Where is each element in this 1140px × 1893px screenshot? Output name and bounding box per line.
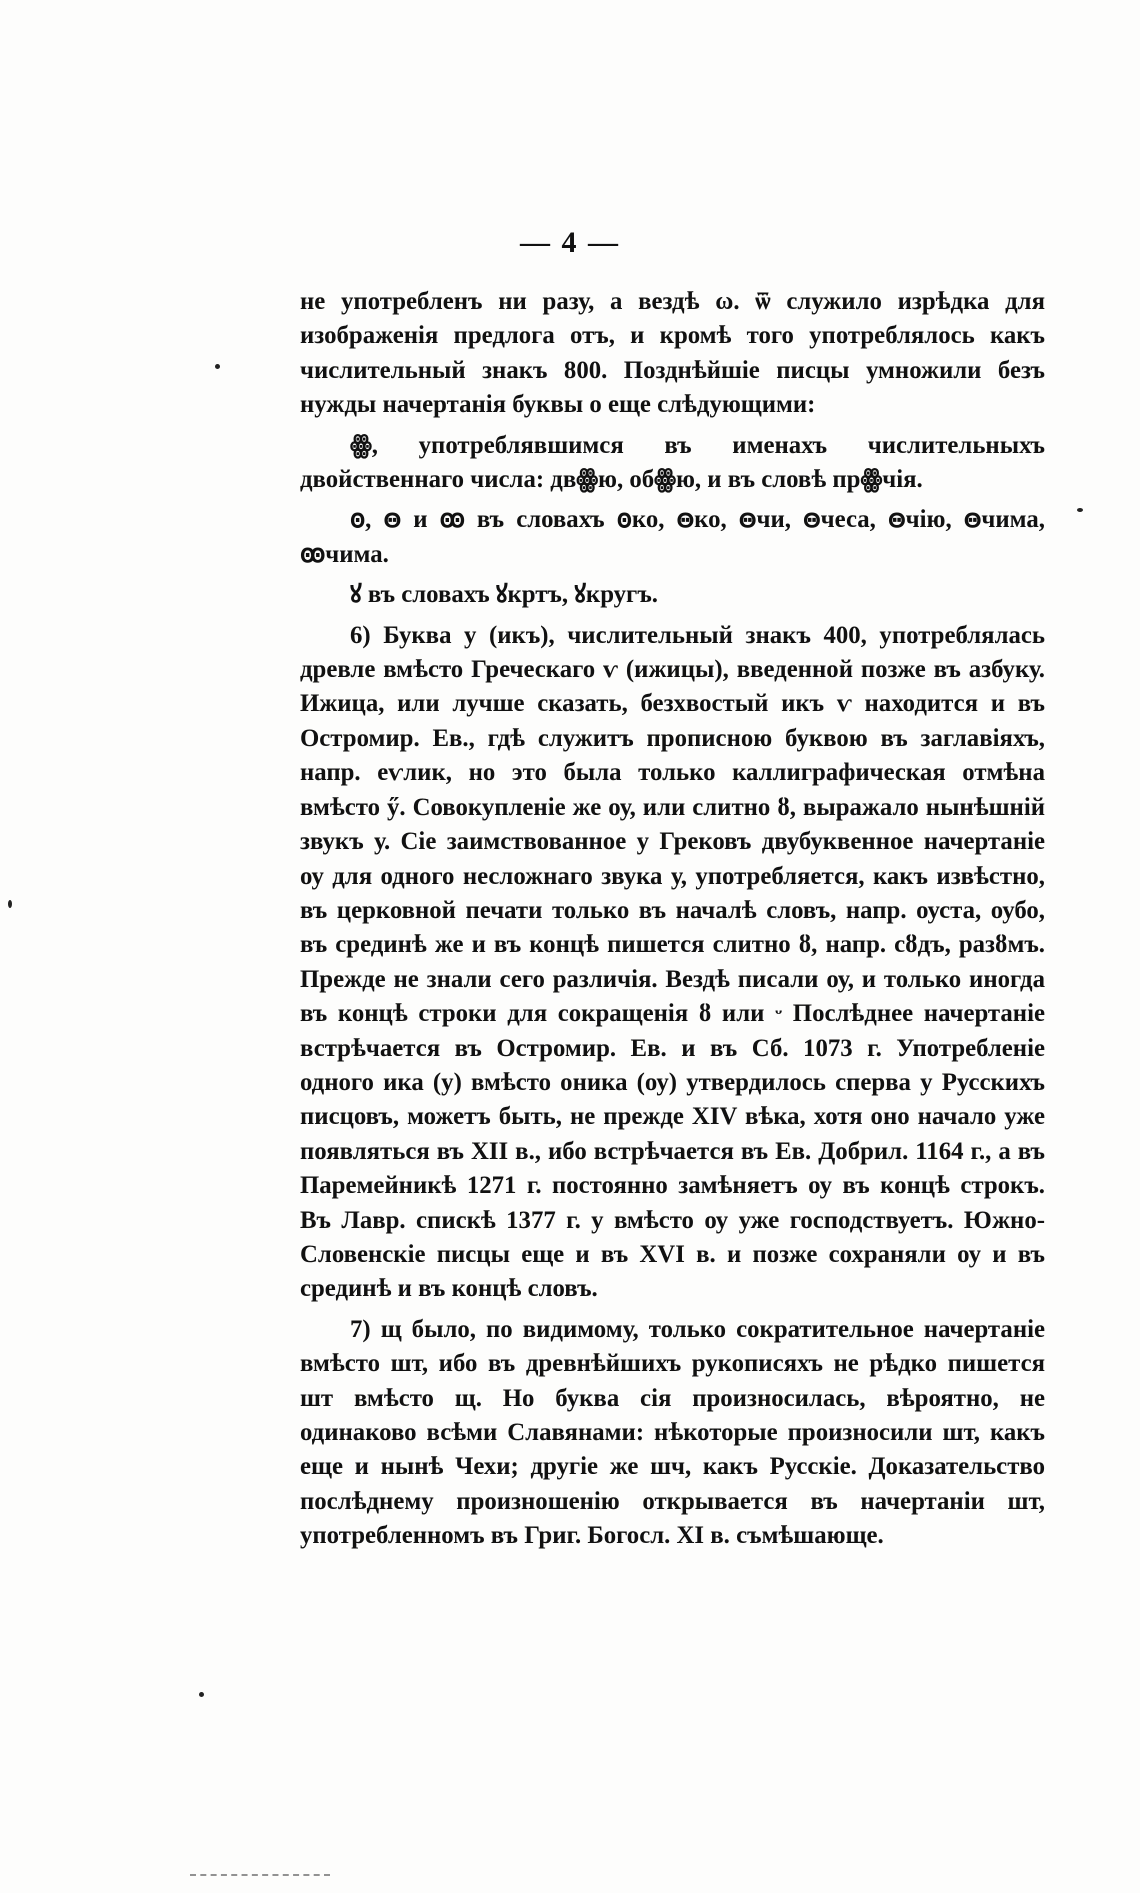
paragraph-2: ꙮ, употреблявшимся въ именахъ числительныхъ двойственнаго числа: двꙮю, обꙮю, и въ словѣ прꙮчія. — [300, 431, 1045, 494]
scan-speck — [1077, 508, 1083, 512]
scan-speck — [199, 1692, 204, 1697]
paragraph-6: 7) щ было, по видимому, только сократительное начертаніе вмѣсто шт, ибо въ древнѣйшихъ рукописяхъ не рѣдко пишется шт вмѣсто щ. Но буква сія произносилась, вѣроятно, не одинаково всѣми Славянами: нѣкоторые произносили шт, какъ еще и нынѣ Чехи; другіе же шч, какъ Русскіе. Доказательство послѣднему произношенію открывается въ начертаніи шт, употребленномъ въ Григ. Богосл. XI в. съмѣшающе. — [300, 1315, 1045, 1550]
page-number: — 4 — — [520, 226, 620, 259]
paragraph-3: ꙩ, ꙫ и ꙭ въ словахъ ꙩко, ꙫко, ꙫчи, ꙫчеса, ꙫчію, ꙫчима, ꙭчима. — [300, 506, 1045, 568]
scan-speck — [8, 900, 12, 908]
paragraph-4: ꙋ въ словахъ ꙋкртъ, ꙋкругъ. — [350, 581, 658, 609]
paragraph-5: 6) Буква у (икъ), числительный знакъ 400, употреблялась древле вмѣсто Греческаго ѵ (ижицы), введенной позже въ азбуку. Ижица, или лучше сказать, безхвостый икъ ѵ находится и въ Остромир. Ев., гдѣ служитъ прописною буквою въ заглавіяхъ, напр. еѵлик, но это была только каллиграфическая отмѣна вмѣсто ӳ. Совокупленіе же оу, или слитно ȣ, выражало нынѣшній звукъ у. Сіе заимствованное у Грековъ двубуквенное начертаніе оу для одного несложнаго звука у, употребляется, какъ извѣстно, въ церковной печати только въ началѣ словъ, напр. оуста, оубо, въ срединѣ же и въ концѣ пишется слитно ȣ, напр. сȣдъ, разȣмъ. Прежде не знали сего различія. Вездѣ писали оу, и только иногда въ концѣ строки для сокращенія ȣ или ᵕ Послѣднее начертаніе встрѣчается въ Остромир. Ев. и въ Сб. 1073 г. Употребленіе одного ика (у) вмѣсто оника (оу) утвердилось сперва у Русскихъ писцовъ, можетъ быть, не прежде XIV вѣка, хотя оно начало уже появляться въ XII в., ибо встрѣчается въ Ев. Добрил. 1164 г., а въ Паремейникѣ 1271 г. постоянно замѣняетъ оу въ концѣ строкъ. Въ Лавр. спискѣ 1377 г. у вмѣсто оу уже господствуетъ. Южно-Словенскіе писцы еще и въ XVI в. и позже сохраняли оу и въ срединѣ и въ концѣ словъ. — [300, 621, 1045, 1303]
body-text — [300, 285, 1045, 1560]
scan-noise — [190, 1874, 330, 1880]
scan-speck — [215, 364, 220, 369]
paragraph-1: не употребленъ ни разу, а вездѣ ω. ѿ служило изрѣдка для изображенія предлога отъ, и кромѣ того употреблялось какъ числительный знакъ 800. Позднѣйшіе писцы умножили безъ нужды начертанія буквы о еще слѣдующими: — [300, 288, 1045, 419]
